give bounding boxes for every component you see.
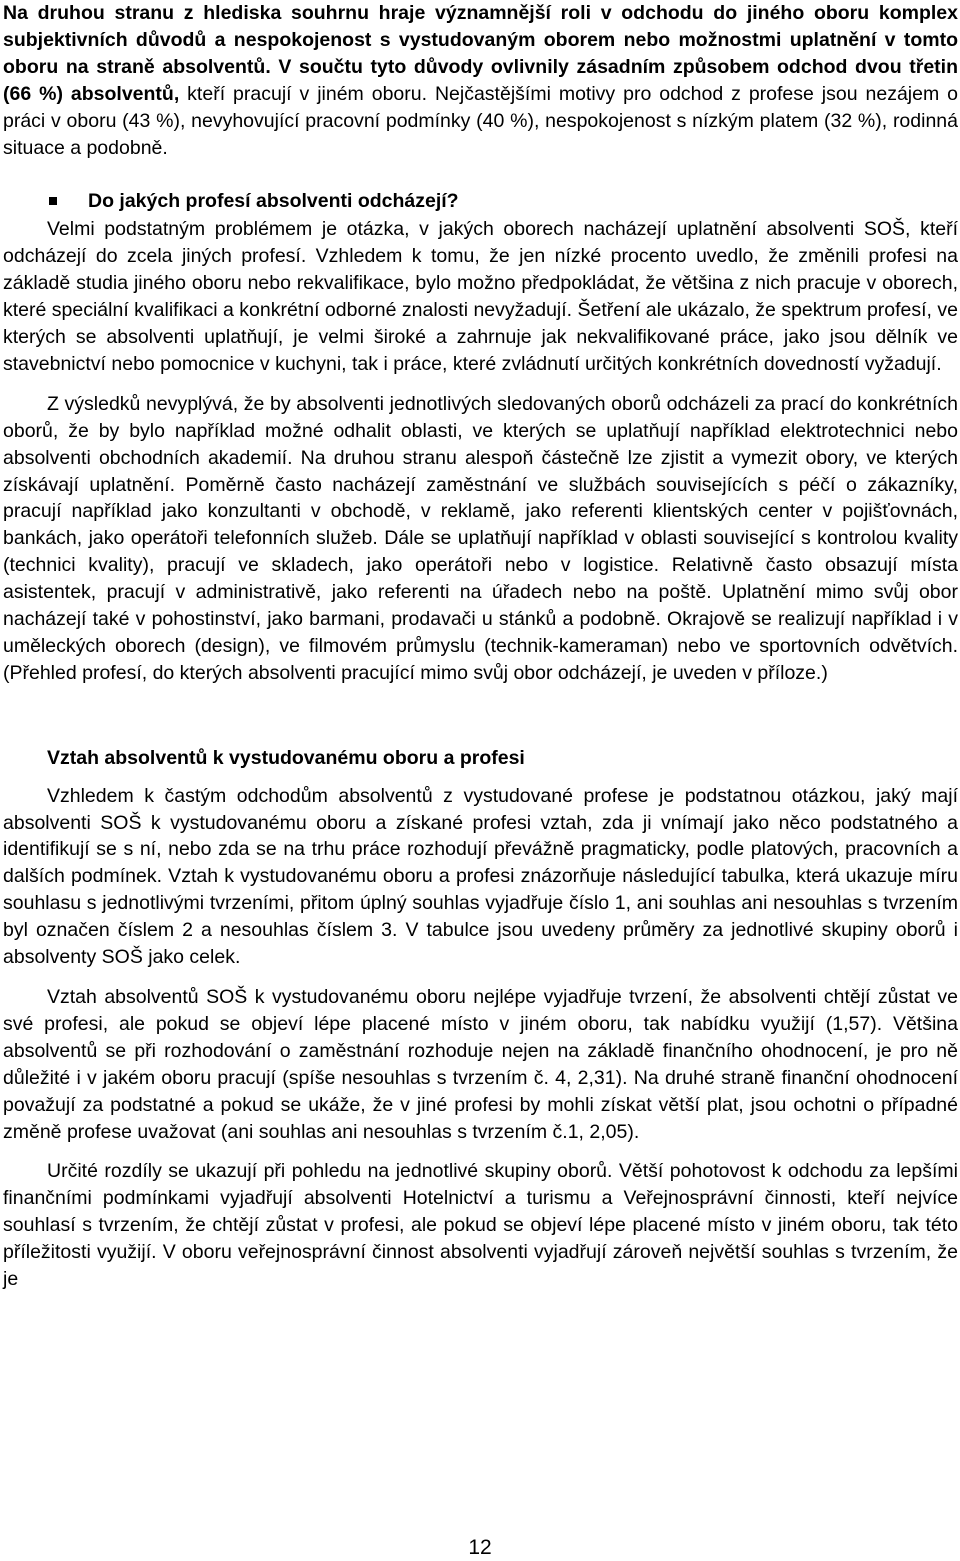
intro-paragraph	[3, 0, 958, 161]
intro-bold-text: Na druhou stranu z hlediska souhrnu hraje významnější roli v odchodu do jiného oboru komplex subjektivních důvodů a nespokojenost s vystudovaným oborem nebo možnostmi uplatnění v tomto oboru na straně absolventů. V součtu tyto důvody ovlivnily zásadním způsobem odchod dvou třetin (66 %) absolventů,	[3, 2, 958, 105]
section-paragraph-2: Vztah absolventů SOŠ k vystudovanému oboru nejlépe vyjadřuje tvrzení, že absolventi chtějí zůstat ve své profesi, ale pokud se objeví lépe placené místo v jiném oboru, tak nabídku využijí (1,57). Většina absolventů se při rozhodování o zaměstnání rozhoduje nejen na základě finančního ohodnocení, je pro ně důležité i v jakém oboru pracují (spíše nesouhlas s tvrzením č. 4, 2,31). Na druhé straně finanční ohodnocení považují za podstatné a pokud se ukáže, že v jiné profesi by mohli získat větší plat, jsou ochotni o případné změně profese uvažovat (ani souhlas ani nesouhlas s tvrzením č.1, 2,05).	[3, 986, 958, 1143]
body-paragraph-2: Z výsledků nevyplývá, že by absolventi jednotlivých sledovaných oborů odcházeli za prací do konkrétních oborů, že by bylo například možné odhalit oblasti, ve kterých se uplatňují například elektrotechnici nebo absolventi obchodních akademií. Na druhou stranu alespoň částečně lze zjistit a vymezit obory, ve kterých získávají uplatnění. Poměrně často nacházejí zaměstnání ve službách souvisejících s péčí o zákazníky, pracují například jako konzultanti v obchodě, v reklamě, jako referenti klientských center v pojišťovnách, bankách, jako operátoři telefonních služeb. Dále se uplatňují například v oblasti související s kontrolou kvality (technici kvality), pracují ve skladech, jako operátoři nebo v logistice. Relativně často obsazují místa asistentek, pracují v administrativě, jako referenti na úřadech nebo na poště. Uplatnění mimo svůj obor nacházejí také v pohostinství, jako barmani, prodavači u stánků a podobně. Okrajově se realizují například i v uměleckých oborech (design), ve filmovém průmyslu (technik-kameraman) nebo ve sportovních odvětvích. (Přehled profesí, do kterých absolventi pracující mimo svůj obor odcházejí, je uveden v příloze.)	[3, 392, 958, 684]
intro-normal-text: kteří pracují v jiném oboru. Nejčastějšími motivy pro odchod z profese jsou nezájem o práci v oboru (43 %), nevyhovující pracovní podmínky (40 %), nespokojenost s nízkým platem (32 %), rodinná situace a podobně.	[3, 82, 958, 159]
body-paragraph-1: Velmi podstatným problémem je otázka, v jakých oborech nacházejí uplatnění absolventi SOŠ, kteří odcházejí do zcela jiných profesí. Vzhledem k tomu, že jen nízké procento uvedlo, že změnili profesi na základě studia jiného oboru nebo rekvalifikace, bylo možno předpokládat, že většina z nich pracuje v oborech, které speciální kvalifikaci a konkrétní odborné znalosti nevyžadují. Šetření ale ukázalo, že spektrum profesí, ve kterých se absolventi uplatňují, je velmi široké a zahrnuje jak nekvalifikované práce, jako jsou dělník ve stavebnictví nebo pomocnice v kuchyni, tak i práce, které zvládnutí určitých konkrétních dovedností vyžadují.	[3, 218, 958, 375]
document-page	[3, 0, 958, 1293]
section-paragraph-3: Určité rozdíly se ukazují při pohledu na jednotlivé skupiny oborů. Větší pohotovost k odchodu za lepšími finančními podmínkami vyjadřují absolventi Hotelnictví a turismu a Veřejnosprávní činnosti, kteří nejvíce souhlasí s tvrzením, že chtějí zůstat v profesi, ale pokud se objeví lépe placené místo v jiném oboru, tak této příležitosti využijí. V oboru veřejnosprávní činnost absolventi vyjadřují zároveň největší souhlas s tvrzením, že je	[3, 1160, 958, 1291]
bullet-question	[3, 188, 958, 215]
square-bullet-icon	[49, 197, 57, 205]
page-number: 12	[468, 1536, 492, 1559]
bullet-question-text: Do jakých profesí absolventi odcházejí?	[88, 190, 459, 213]
section-paragraph-1: Vzhledem k častým odchodům absolventů z vystudované profese je podstatnou otázkou, jaký mají absolventi SOŠ k vystudovanému oboru a získané profesi vztah, zda ji vnímají jako něco podstatného a identifikují se s ní, nebo zda se na trhu práce rozhodují převážně pragmaticky, podle platových, pracovních a dalších podmínek. Vztah k vystudovanému oboru a profesi znázorňuje následující tabulka, která ukazuje míru souhlasu s jednotlivými tvrzeními, přitom úplný souhlas vyjadřuje číslo 1, ani souhlas ani nesouhlas s tvrzením byl označen číslem 2 a nesouhlas číslem 3. V tabulce jsou uvedeny průměry za jednotlivé skupiny oborů i absolventy SOŠ jako celek.	[3, 784, 958, 969]
section-heading: Vztah absolventů k vystudovanému oboru a profesi	[47, 746, 525, 769]
